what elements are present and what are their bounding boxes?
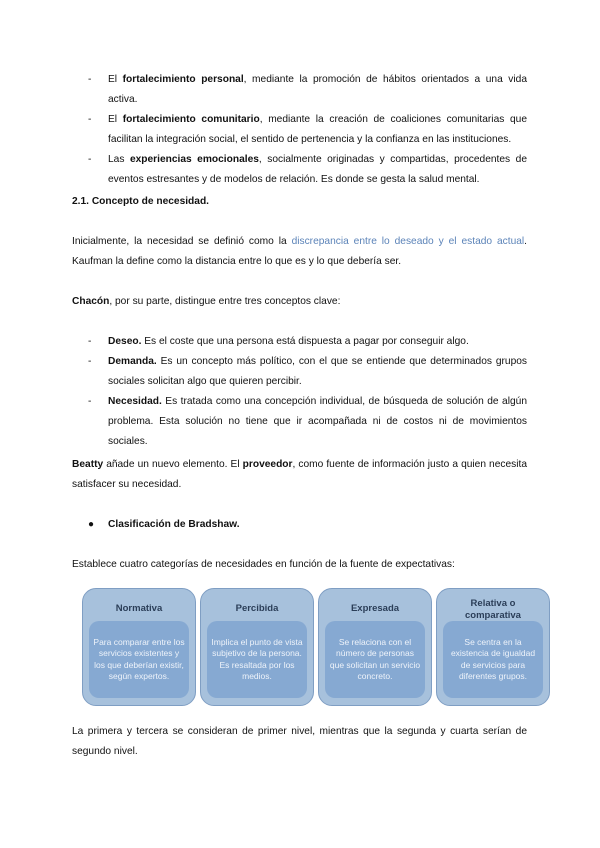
- list-item: [72, 70, 527, 110]
- bold-term: proveedor: [242, 459, 293, 470]
- intro-list: [72, 70, 527, 190]
- section-heading-text: 2.1. Concepto de necesidad.: [72, 196, 210, 207]
- list-item-bold: fortalecimiento comunitario: [122, 114, 260, 125]
- list-item-bold: experiencias emocionales: [129, 154, 259, 165]
- category-description: Se centra en la existencia de igualdad de servicios para diferentes grupos.: [450, 636, 536, 681]
- category-body-panel: [89, 621, 189, 698]
- list-item: [72, 150, 527, 190]
- concept-description: Es tratada como una concepción individual, de búsqueda de solución de algún problema. Esta solución no tiene que ir acompañada ni de costos ni de movimientos sociales.: [108, 396, 527, 447]
- intro-list-block: [72, 70, 527, 190]
- paragraph-levels: [72, 722, 527, 762]
- author-name: Chacón: [72, 296, 110, 307]
- category-box-percibida: [200, 588, 314, 706]
- concepts-list: [72, 332, 527, 452]
- paragraph-definition: [72, 232, 527, 272]
- category-description: Se relaciona con el número de personas que solicitan un servicio concreto.: [329, 636, 421, 681]
- category-body-panel: [443, 621, 543, 698]
- paragraph-text: Establece cuatro categorías de necesidades en función de la fuente de expectativas:: [72, 559, 455, 570]
- highlighted-phrase: discrepancia entre lo deseado y el estado actual: [291, 236, 525, 247]
- paragraph-categories: [72, 555, 527, 575]
- list-item-text: , mediante la promoción de hábitos orientados a una vida activa.: [108, 74, 527, 105]
- list-item-text: El: [108, 74, 123, 85]
- concept-description: Es un concepto más político, con el que se entiende que determinados grupos sociales solicitan algo que quieren percibir.: [108, 356, 527, 387]
- list-item-text: , mediante la creación de coaliciones comunitarias que facilitan la integración social, el sentido de pertenencia y la confianza en las instituciones.: [108, 114, 527, 145]
- list-item: [72, 332, 527, 352]
- author-name: Beatty: [72, 459, 104, 470]
- category-description: Para comparar entre los servicios existentes y los que deberían existir, según expertos.: [93, 636, 185, 681]
- paragraph-beatty: [72, 455, 527, 495]
- dash-marker: -: [88, 74, 92, 85]
- dash-marker: -: [88, 396, 92, 407]
- category-description: Implica el punto de vista subjetivo de la persona. Es resaltada por los medios.: [211, 636, 303, 681]
- list-item: [72, 352, 527, 392]
- bullet-marker: ●: [88, 519, 95, 530]
- list-item-bold: fortalecimiento personal: [122, 74, 244, 85]
- concept-description: Es el coste que una persona está dispuesta a pagar por conseguir algo.: [141, 336, 469, 347]
- concept-term: Necesidad.: [108, 396, 162, 407]
- paragraph-text: . Kaufman la define como la distancia entre lo que es y lo que debería ser.: [72, 236, 528, 267]
- list-item: [72, 392, 527, 452]
- dash-marker: -: [88, 336, 92, 347]
- category-title: Percibida: [235, 603, 279, 614]
- dash-marker: -: [88, 356, 92, 367]
- concept-term: Deseo.: [108, 336, 142, 347]
- dash-marker: -: [88, 154, 92, 165]
- list-item-text: El: [108, 114, 123, 125]
- category-title: Normativa: [115, 603, 163, 614]
- paragraph-text: añade un nuevo elemento. El: [103, 459, 243, 470]
- paragraph-chacon: [72, 292, 527, 312]
- list-item: [72, 110, 527, 150]
- concepts-list-block: [72, 332, 527, 452]
- category-box-expresada: [318, 588, 432, 706]
- bradshaw-diagram: [82, 588, 552, 710]
- category-body-panel: [325, 621, 425, 698]
- paragraph-text: , como fuente de información justo a quien necesita satisfacer su necesidad.: [72, 459, 527, 490]
- concept-term: Demanda.: [108, 356, 157, 367]
- section-heading: [72, 192, 527, 212]
- category-box-relativa: [436, 588, 550, 706]
- category-body-panel: [207, 621, 307, 698]
- bullet-heading: [72, 515, 527, 535]
- list-item-text: Las: [108, 154, 130, 165]
- paragraph-text: La primera y tercera se consideran de primer nivel, mientras que la segunda y cuarta serían de segundo nivel.: [72, 726, 527, 757]
- paragraph-text: Inicialmente, la necesidad se definió como la: [72, 236, 292, 247]
- category-title: Relativa o comparativa: [465, 598, 521, 621]
- list-item-text: , socialmente originadas y compartidas, procedentes de eventos estresantes y de modelos de relación. Es donde se gesta la salud mental.: [108, 154, 527, 185]
- category-title: Expresada: [350, 603, 400, 614]
- dash-marker: -: [88, 114, 92, 125]
- paragraph-text: , por su parte, distingue entre tres conceptos clave:: [109, 296, 341, 307]
- bullet-heading-text: Clasificación de Bradshaw.: [108, 519, 240, 530]
- category-box-normativa: [82, 588, 196, 706]
